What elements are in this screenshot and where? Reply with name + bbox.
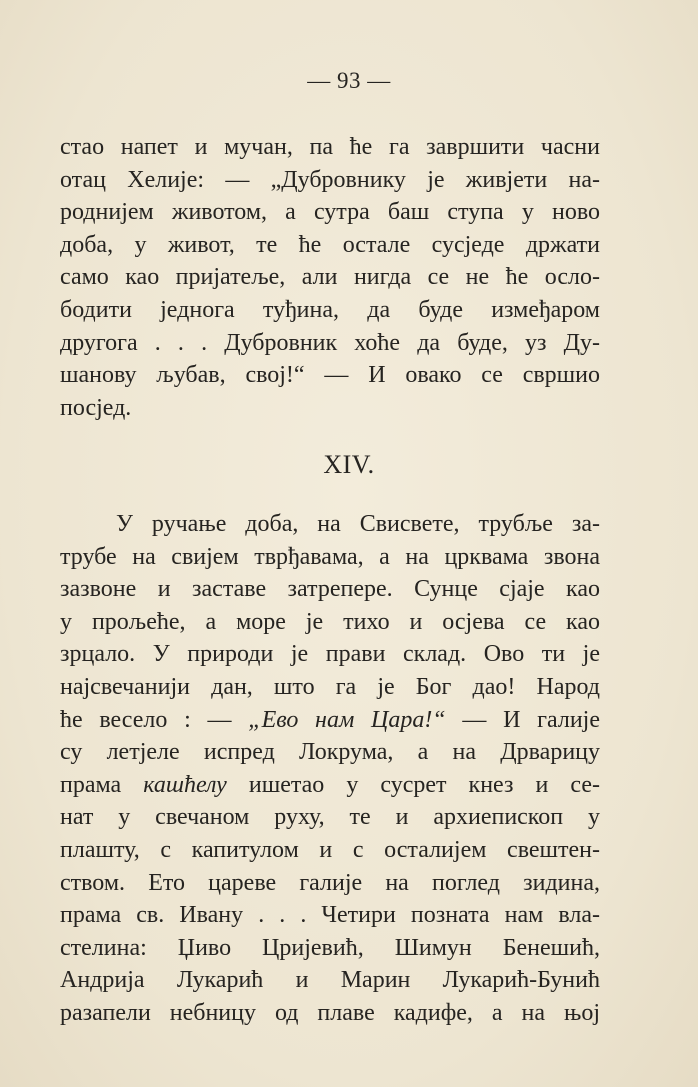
text-line: у прољеће, а море је тихо и осјева се као xyxy=(60,608,600,635)
text-line: У ручање доба, на Свисвете, трубље за- xyxy=(116,511,600,537)
text-line: Андрија Лукарић и Марин Лукарић-Бунић xyxy=(60,967,600,994)
text-line: разапели небницу од плаве кадифе, а на њој xyxy=(60,999,600,1026)
text-line: зазвоне и заставе затрепере. Сунце сјаје као xyxy=(60,576,600,603)
page-number: — 93 — xyxy=(307,68,391,93)
text-line: трубе на свијем тврђавама, а на црквама звона xyxy=(60,543,600,570)
text-line xyxy=(60,704,600,737)
text-line: роднијем животом, а сутра баш ступа у ново xyxy=(60,199,600,226)
text-line: отац Хелије: — „Дубровнику је живјети на- xyxy=(60,166,600,193)
paragraph-1 xyxy=(60,131,600,424)
text-line xyxy=(60,769,600,802)
text-line: су летјеле испред Локрума, а на Дрварицу xyxy=(60,739,600,766)
text-line: само као пријатеље, али нигда се не ће осло- xyxy=(60,264,600,291)
text-line: стао напет и мучан, па ће га завршити часни xyxy=(60,134,600,160)
text-line: посјед. xyxy=(60,394,132,421)
italic-word: кашћелу xyxy=(143,771,227,798)
section-heading: XIV. xyxy=(323,450,375,479)
italic-quote: „Ево нам Цара!“ xyxy=(248,706,446,733)
line-segment: — И галије xyxy=(445,706,600,733)
text-line: зрцало. У природи је прави склад. Ово ти је xyxy=(60,641,600,668)
text-line: стелина: Џиво Цријевић, Шимун Бенешић, xyxy=(60,934,600,961)
line-segment: прама xyxy=(60,771,144,798)
line-segment: ишетао у сусрет кнез и се- xyxy=(226,771,600,798)
text-line: бодити једнога туђина, да буде измеђаром xyxy=(60,296,600,323)
text-line: плашту, с капитулом и с осталијем свештен- xyxy=(60,836,600,863)
text-line: шанову љубав, свој!“ — И овако се свршио xyxy=(60,362,600,389)
text-line: прама св. Ивану . . . Четири позната нам вла- xyxy=(60,902,600,929)
text-line: нат у свечаном руху, те и архиепископ у xyxy=(60,804,600,831)
text-line: ством. Ето цареве галије на поглед зидина, xyxy=(60,869,600,896)
text-line: другога . . . Дубровник хоће да буде, уз Ду- xyxy=(60,329,600,356)
text-line: најсвечанији дан, што га је Бог дао! Народ xyxy=(60,673,600,700)
line-segment: ће весело : — xyxy=(60,706,249,733)
text-line: доба, у живот, те ће остале сусједе држати xyxy=(60,231,600,258)
paragraph-2 xyxy=(60,508,600,1030)
